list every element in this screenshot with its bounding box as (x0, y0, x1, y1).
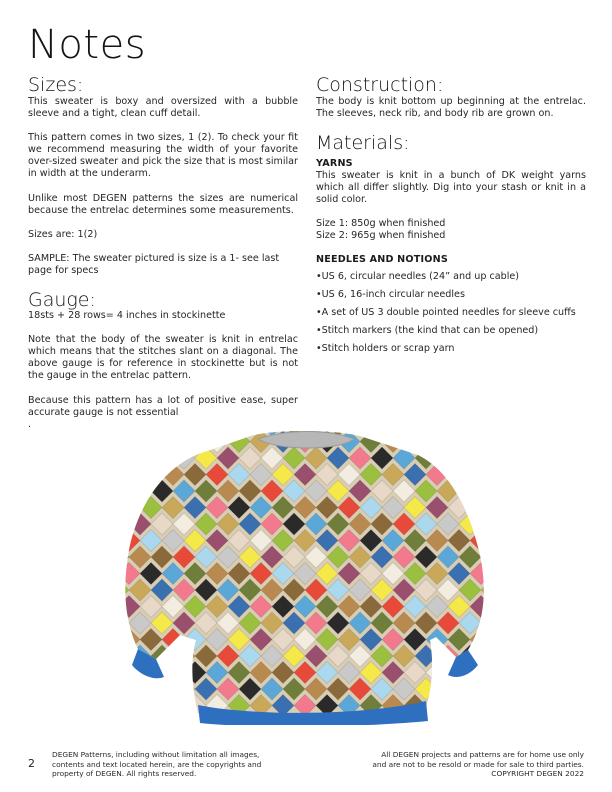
entrelac-block (448, 431, 470, 453)
entrelac-block (437, 678, 459, 700)
entrelac-block (151, 447, 173, 469)
entrelac-block (459, 678, 481, 700)
entrelac-block (426, 431, 448, 453)
needles-item-4: •Stitch markers (the kind that can be opened) (316, 325, 539, 336)
gauge-paragraph-3: Because this pattern has a lot of positive ease, super accurate gauge is not essential (28, 395, 298, 418)
entrelac-block (118, 425, 129, 436)
footer-copyright-right (314, 750, 584, 779)
needles-heading: NEEDLES AND NOTIONS (316, 254, 448, 265)
entrelac-block (118, 645, 129, 667)
entrelac-block (393, 425, 415, 436)
page-number: 2 (28, 757, 35, 770)
entrelac-block (349, 425, 371, 436)
sizes-paragraph-3: Unlike most DEGEN patterns the sizes are numerical because the entrelac determines some measurements. (28, 193, 298, 216)
entrelac-block (481, 546, 490, 568)
sizes-paragraph-1: This sweater is boxy and oversized with a bubble sleeve and a tight, clean cuff detail. (28, 96, 298, 119)
size-2-weight: Size 2: 965g when finished (316, 230, 446, 241)
sweater-photo (118, 425, 490, 725)
entrelac-block (118, 480, 129, 502)
entrelac-block (481, 513, 490, 535)
gauge-paragraph-4: . (28, 419, 32, 430)
entrelac-block (173, 425, 195, 436)
entrelac-block (173, 645, 195, 667)
entrelac-pattern (118, 425, 490, 725)
entrelac-block (118, 678, 129, 700)
construction-heading: Construction: (316, 74, 444, 96)
needles-item-5: •Stitch holders or scrap yarn (316, 343, 455, 354)
entrelac-block (459, 447, 481, 469)
entrelac-block (162, 431, 184, 453)
entrelac-block (371, 425, 393, 436)
gauge-paragraph-2: Note that the body of the sweater is knit in entrelac which means that the stitches slant on a diagonal. The above gauge is for reference in stockinette but is not the gauge in the entrelac pattern. (28, 334, 298, 381)
entrelac-block (162, 695, 184, 717)
sizes-paragraph-5: SAMPLE: The sweater pictured is size is a 1- see last page for specs (28, 253, 280, 276)
yarns-heading: YARNS (316, 158, 353, 169)
entrelac-block (173, 678, 195, 700)
entrelac-block (140, 695, 162, 717)
materials-heading: Materials: (316, 132, 410, 154)
footer-right-line-2: and are not to be resold or made for sale to third parties. (372, 759, 584, 769)
entrelac-block (459, 425, 481, 436)
gauge-paragraph-1: 18sts + 28 rows= 4 inches in stockinette (28, 310, 226, 321)
sizes-heading: Sizes: (28, 74, 84, 96)
entrelac-block (470, 695, 490, 717)
entrelac-block (437, 447, 459, 469)
needles-item-3: •A set of US 3 double pointed needles for sleeve cuffs (316, 307, 576, 318)
entrelac-block (437, 425, 459, 436)
footer-left-line-2: contents and text located herein, are the copyrights and (52, 759, 262, 769)
entrelac-block (118, 464, 140, 486)
entrelac-block (481, 678, 490, 700)
entrelac-block (239, 425, 261, 436)
entrelac-block (184, 431, 206, 453)
needles-item-1: •US 6, circular needles (24” and up cable) (316, 271, 520, 282)
entrelac-block (459, 480, 481, 502)
right-cuff (448, 650, 478, 677)
entrelac-block (151, 678, 173, 700)
entrelac-block (195, 425, 217, 436)
entrelac-block (481, 425, 490, 436)
entrelac-block (481, 480, 490, 502)
footer-right-line-1: All DEGEN projects and patterns are for home use only (381, 750, 584, 759)
needles-item-2: •US 6, 16-inch circular needles (316, 289, 465, 300)
entrelac-block (118, 612, 129, 634)
footer-left-line-1: DEGEN Patterns, including without limitation all images, (52, 750, 260, 759)
entrelac-block (118, 431, 140, 453)
entrelac-block (129, 425, 151, 436)
entrelac-block (118, 695, 140, 717)
footer-right-line-3: COPYRIGHT DEGEN 2022 (491, 769, 584, 778)
entrelac-block (118, 497, 140, 519)
entrelac-block (481, 447, 490, 469)
entrelac-block (481, 612, 490, 634)
entrelac-block (448, 464, 470, 486)
construction-paragraph: The body is knit bottom up beginning at the entrelac. The sleeves, neck rib, and body rib are grown on. (316, 96, 586, 119)
entrelac-block (470, 431, 490, 453)
sizes-paragraph-4: Sizes are: 1(2) (28, 229, 98, 240)
entrelac-block (129, 480, 151, 502)
entrelac-block (129, 678, 151, 700)
entrelac-block (448, 695, 470, 717)
entrelac-block (162, 662, 184, 684)
entrelac-block (481, 645, 490, 667)
footer-left-line-3: property of DEGEN. All rights reserved. (52, 769, 197, 778)
entrelac-block (140, 464, 162, 486)
size-1-weight: Size 1: 850g when finished (316, 218, 446, 229)
page-title: Notes (28, 22, 147, 68)
sizes-paragraph-2: This pattern comes in two sizes, 1 (2). To check your fit we recommend measuring the width of your favorite over-sized sweater and pick the size that is most similar in width at the underarm. (28, 132, 298, 179)
yarns-paragraph: This sweater is knit in a bunch of DK weight yarns which all differ slightly. Dig into your stash or knit in a solid color. (316, 170, 586, 205)
entrelac-block (118, 513, 129, 535)
entrelac-block (151, 425, 173, 436)
entrelac-block (129, 447, 151, 469)
entrelac-block (140, 431, 162, 453)
entrelac-block (217, 425, 239, 436)
entrelac-block (470, 464, 490, 486)
entrelac-block (470, 497, 490, 519)
entrelac-block (415, 425, 437, 436)
entrelac-block (404, 431, 426, 453)
footer-copyright-left (52, 750, 302, 779)
entrelac-block (426, 695, 448, 717)
gauge-heading: Gauge: (28, 289, 96, 311)
entrelac-block (118, 447, 129, 469)
